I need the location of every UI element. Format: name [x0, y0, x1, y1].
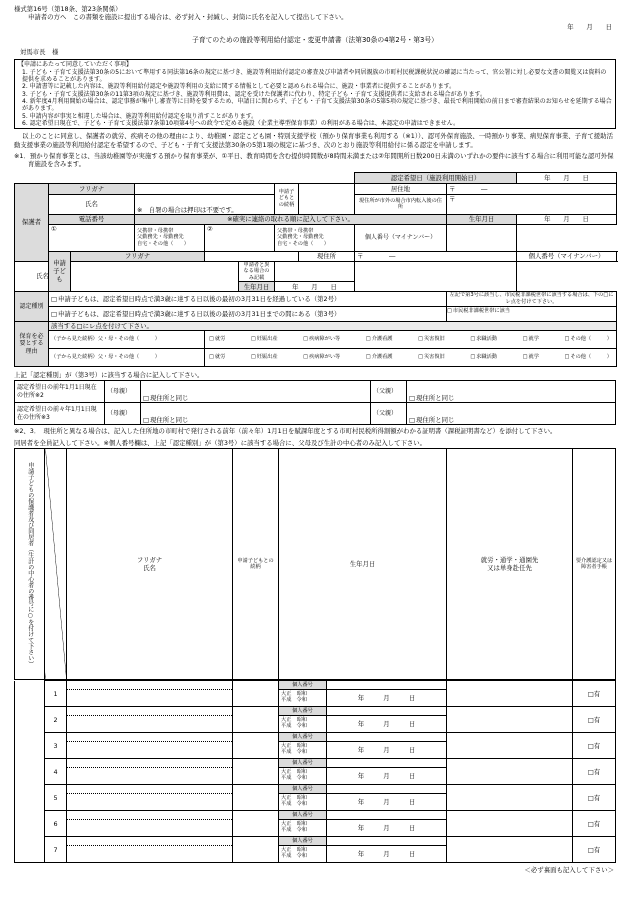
- guardian-name-field[interactable]: [135, 194, 275, 214]
- reason-saigai[interactable]: □ 災害復旧: [418, 354, 445, 361]
- row-work-field[interactable]: [447, 811, 573, 837]
- consent-item: 2. 申請書等に記載した内容は、施設等利用給付認定や施設等利用の支給に関する情報として必要と認められる場合に、施設・事業者に提供することがあります。: [22, 83, 456, 91]
- consent-item: 3. 子ども・子育て支援法第30条の11第3項の規定に基づき、施設等利用費は、認定を受けた保護者に代わり、特定子ども・子育て支援提供者に支給される場合があります。: [22, 90, 487, 98]
- row-number[interactable]: 6: [45, 811, 67, 837]
- footer-note: ＜必ず裏面も記入して下さい＞: [524, 866, 614, 875]
- reason-note: 該当する□にレ点を付けて下さい。: [49, 322, 617, 331]
- phone-note: ※確実に連絡の取れる順に記入して下さい。: [135, 214, 447, 224]
- addr-row2-label: 認定希望日の前々年1月1日現在の住所※3: [15, 403, 105, 425]
- cur-addr-note: 申請者と異なる場合のみ記載: [239, 261, 275, 282]
- addr-row2-father-field[interactable]: □ 現住所と同じ: [407, 403, 616, 425]
- row-work-field[interactable]: [447, 837, 573, 863]
- diag-cell: [45, 449, 67, 680]
- furigana-label: フリガナ: [49, 183, 135, 194]
- family-rows-table: [14, 680, 616, 863]
- intro-text: 以上のことに同意し、保護者の就労、疾病その他の理由により、幼稚園・認定こども園・特別支援学校（預かり保育事業も利用する（※1））、認可外保育施設、一時預かり事業、病児保育事業、子育て援助活動支援事業の施設等利用給付認定を希望するので、子ども・子育て支援法第30条の5第1項の規定に基づき、次のとおり施設等利用給付に係る認定を申請します。: [14, 132, 613, 149]
- row-mynumber-label: 個人番号: [279, 785, 327, 794]
- child-birth-label: 生年月日: [239, 282, 275, 292]
- row-birth-field[interactable]: 年 月 日: [327, 742, 447, 759]
- family-side-label: 申請子どもの保護者及び同居者（生計の中心者の番号に○を付けて下さい）: [15, 449, 45, 680]
- row-care-checkbox[interactable]: □有: [573, 733, 616, 759]
- row-mynumber-field[interactable]: [327, 837, 447, 846]
- cert-kind-label: 認定種別: [15, 292, 49, 322]
- cert-side-checkbox[interactable]: [447, 306, 616, 315]
- row-mynumber-label: 個人番号: [279, 681, 327, 690]
- row-era-field[interactable]: 大正 昭和 平成 令和: [279, 820, 327, 837]
- row-care-checkbox[interactable]: □有: [573, 707, 616, 733]
- guardian-birth-field[interactable]: 年 月 日: [517, 214, 617, 224]
- reason-label: 保育を必要とする理由: [15, 322, 49, 367]
- row-name-field[interactable]: [67, 846, 233, 863]
- reason-kyushoku[interactable]: □ 求職活動: [470, 354, 497, 361]
- row-number[interactable]: 4: [45, 759, 67, 785]
- date-line: 年 月 日: [567, 23, 612, 31]
- reason-rel-2[interactable]: （子から見た続柄）父・母・その他（ ）: [49, 349, 205, 367]
- row-birth-field[interactable]: 年 月 日: [327, 768, 447, 785]
- family-rows: [14, 680, 616, 863]
- row-furigana-field[interactable]: [67, 759, 233, 768]
- row-name-field[interactable]: [67, 794, 233, 811]
- main-table: [14, 172, 617, 368]
- birth-label: 生年月日: [447, 214, 517, 224]
- row-relation-field[interactable]: [233, 811, 279, 837]
- name-label: 氏名: [49, 194, 135, 214]
- instruction-text: 申請者の方へ この書類を施設に提出する場合は、必ず封入・封緘し、封筒に氏名を記入して提出して下さい。: [28, 13, 348, 21]
- side-spacer: [15, 681, 45, 863]
- row-relation-field[interactable]: [233, 837, 279, 863]
- residence-label: 居住地: [355, 183, 447, 194]
- row-care-checkbox[interactable]: □有: [573, 785, 616, 811]
- cert-side-box-text: 市民税非課税世帯に該当: [452, 308, 510, 315]
- guardian-label: 保護者: [15, 183, 49, 261]
- row-work-field[interactable]: [447, 733, 573, 759]
- hope-date-field[interactable]: 年 月 日: [517, 172, 617, 183]
- cert-side-cell: [447, 292, 617, 322]
- guardian-mynumber-field[interactable]: [447, 224, 517, 251]
- consent-item: 1. 子ども・子育て支援法第30条の5において準用する同法第16条の規定に基づき、施設等利用給付認定の審査及び申請者や同居親族の市町村民税課税状況の確認に当たって、官公署に対し必要な文書の閲覧又は資料の提供を求めることがあります。: [22, 68, 607, 84]
- cert3-option[interactable]: [49, 307, 447, 322]
- phone2-field[interactable]: ②: [205, 224, 275, 251]
- child-name-field[interactable]: [71, 261, 239, 292]
- addr-note: 上記「認定種別」が（第3号）に該当する場合に記入して下さい。: [14, 371, 204, 380]
- reason-shippei[interactable]: □ 疾病障がい等: [303, 354, 340, 361]
- consent-heading: 【申請にあたって同意していただく事項】: [18, 61, 133, 69]
- consent-item: 6. 認定希望日現在で、子ども・子育て支援法第7条第10項第4号への政令で定める施設（企業主導型保育事業）の利用がある場合は、本認定の申請はできません。: [22, 119, 460, 127]
- family-table: [14, 448, 616, 680]
- reason-kaigo[interactable]: □ 介護看護: [366, 354, 393, 361]
- relation-label: 申請子どもとの続柄: [275, 183, 299, 214]
- cur-addr-label: 現住所: [299, 251, 355, 261]
- note-1: ※1．預かり保育事業とは、当該幼稚園等が実施する預かり保育事業が、①平日、教育時間を含む提供時間数が8時間未満または②年間開所日数200日未満のいずれかの要件に該当する場合に利用可能な認可外保育施設を含みます。: [14, 151, 614, 169]
- child-furigana-label: フリガナ: [71, 251, 205, 261]
- addr-row1-mother-field[interactable]: □ 現住所と同じ: [141, 381, 371, 403]
- cert-side-note: 左記で第3号に該当し、市民税非課税世帯に該当する場合は、下の□にレ点を付けて下さい。: [449, 292, 614, 305]
- reason-kyushoku[interactable]: □ 求職活動: [470, 336, 497, 343]
- addr-row1-label: 認定希望日の前年1月1日現在の住所※2: [15, 381, 105, 403]
- guardian-furigana-field[interactable]: [135, 183, 275, 194]
- row-furigana-field[interactable]: [67, 837, 233, 846]
- reason-ninshin[interactable]: □ 妊娠出産: [251, 354, 278, 361]
- row-furigana-field[interactable]: [67, 733, 233, 742]
- outside-res-label: 現住所が市外の場合市内転入後の住所: [355, 194, 447, 214]
- phone2-kind[interactable]: 父携帯・母携帯 父勤務先・母勤務先 自宅・その他（ ）: [275, 224, 355, 251]
- row-mynumber-label: 個人番号: [279, 837, 327, 846]
- row-care-checkbox[interactable]: □有: [573, 837, 616, 863]
- child-mynumber-label: 個人番号（マイナンバー）: [517, 251, 617, 261]
- row-furigana-field[interactable]: [67, 811, 233, 820]
- relation-field[interactable]: [299, 183, 355, 214]
- reason-shuro[interactable]: □ 就労: [209, 354, 225, 361]
- row-mynumber-label: 個人番号: [279, 707, 327, 716]
- row-mynumber-field[interactable]: [327, 733, 447, 742]
- child-label: 申請子ども: [49, 251, 71, 292]
- reason-options-2: [205, 349, 617, 367]
- row-era-field[interactable]: 大正 昭和 平成 令和: [279, 742, 327, 759]
- reason-kaigo[interactable]: □ 介護看護: [366, 336, 393, 343]
- addr-row2-mother-field[interactable]: □ 現住所と同じ: [141, 403, 371, 425]
- reason-options-1: [205, 331, 617, 349]
- row-care-checkbox[interactable]: □有: [573, 681, 616, 707]
- row-furigana-field[interactable]: [67, 785, 233, 794]
- row-era-field[interactable]: 大正 昭和 平成 令和: [279, 768, 327, 785]
- col-care: 要介護認定又は障害者手帳: [573, 449, 616, 680]
- family-note: 同居者を全員記入して下さい。※個人番号欄は、上記「認定種別」が（第3号）に該当する場合に、父母及び生計の中心者のみ記入して下さい。: [14, 439, 427, 448]
- consent-box: [14, 59, 616, 129]
- phone-label: 電話番号: [49, 214, 135, 224]
- cur-addr-extra[interactable]: [275, 261, 355, 282]
- form-title: 子育てのための施設等利用給付認定・変更申請書（法第30条の4第2号・第3号）: [192, 36, 438, 44]
- row-birth-field[interactable]: 年 月 日: [327, 820, 447, 837]
- row-mynumber-label: 個人番号: [279, 759, 327, 768]
- cert2-text: 申請子どもは、認定希望日時点で満3歳に達する日以後の最初の3月31日を経過している（第2号）: [58, 295, 341, 304]
- reason-other[interactable]: □ その他（ ）: [564, 354, 611, 361]
- reason-other[interactable]: □ その他（ ）: [564, 336, 611, 343]
- row-number[interactable]: 7: [45, 837, 67, 863]
- row-work-field[interactable]: [447, 785, 573, 811]
- col-rel: 申請子どもとの続柄: [233, 449, 279, 680]
- reason-ninshin[interactable]: □ 妊娠出産: [251, 336, 278, 343]
- row-name-field[interactable]: [67, 768, 233, 785]
- note-2: ※2、3． 現住所と異なる場合は、記入した住所地の市町村で発行される前年（前々年）1月1日を賦課年度とする市町村民税所得割額がわかる証明書（課税証明書など）を添付して下さい。: [14, 427, 557, 436]
- row-number[interactable]: 3: [45, 733, 67, 759]
- row-name-field[interactable]: [67, 690, 233, 707]
- row-care-checkbox[interactable]: □有: [573, 759, 616, 785]
- row-era-field[interactable]: 大正 昭和 平成 令和: [279, 716, 327, 733]
- mother-label: （母親）: [105, 403, 141, 425]
- row-birth-field[interactable]: 年 月 日: [327, 794, 447, 811]
- row-relation-field[interactable]: [233, 733, 279, 759]
- cert3-text: 申請子どもは、認定希望日時点で満3歳に達する日以後の最初の3月31日までの間にある（第3号）: [58, 310, 341, 319]
- row-era-field[interactable]: 大正 昭和 平成 令和: [279, 794, 327, 811]
- reason-shippei[interactable]: □ 疾病障がい等: [303, 336, 340, 343]
- row-mynumber-field[interactable]: [327, 785, 447, 794]
- consent-item: 5. 申請内容が事実と相違した場合は、施設等利用給付認定を取り消すことがあります。: [22, 112, 258, 120]
- mother-label: （母親）: [105, 381, 141, 403]
- seal-note: ※ 自署の場合は押印は不要です。: [137, 205, 238, 214]
- row-name-field[interactable]: [67, 716, 233, 733]
- row-number[interactable]: 5: [45, 785, 67, 811]
- row-number[interactable]: 2: [45, 707, 67, 733]
- father-label: （父親）: [371, 403, 407, 425]
- reason-shugaku[interactable]: □ 就学: [523, 336, 539, 343]
- addr-row1-father-field[interactable]: □ 現住所と同じ: [407, 381, 616, 403]
- row-mynumber-field[interactable]: [327, 681, 447, 690]
- mynumber-label: 個人番号（マイナンバー）: [355, 224, 447, 251]
- row-care-checkbox[interactable]: □有: [573, 811, 616, 837]
- phone1-kind[interactable]: 父携帯・母携帯 父勤務先・母勤務先 自宅・その他（ ）: [135, 224, 205, 251]
- row-era-field[interactable]: 大正 昭和 平成 令和: [279, 846, 327, 863]
- row-work-field[interactable]: [447, 707, 573, 733]
- phone1-field[interactable]: ①: [49, 224, 135, 251]
- col-name: フリガナ 氏名: [67, 449, 233, 680]
- row-name-field[interactable]: [67, 820, 233, 837]
- reason-shuro[interactable]: □ 就労: [209, 336, 225, 343]
- row-era-field[interactable]: 大正 昭和 平成 令和: [279, 690, 327, 707]
- row-work-field[interactable]: [447, 759, 573, 785]
- row-relation-field[interactable]: [233, 759, 279, 785]
- address-table: [14, 380, 616, 425]
- hope-date-label: 認定希望日（施設利用開始日）: [355, 172, 517, 183]
- addressee: 対馬市長 様: [20, 48, 59, 57]
- outside-res-field[interactable]: 〒: [447, 194, 617, 214]
- row-mynumber-field[interactable]: [327, 811, 447, 820]
- cert2-option[interactable]: [49, 292, 447, 307]
- row-furigana-field[interactable]: [67, 681, 233, 690]
- row-mynumber-field[interactable]: [327, 707, 447, 716]
- col-birth: 生年月日: [279, 449, 447, 680]
- col-work: 就労・通学・通園先 又は単身赴任先: [447, 449, 573, 680]
- father-label: （父親）: [371, 381, 407, 403]
- reason-saigai[interactable]: □ 災害復旧: [418, 336, 445, 343]
- reason-shugaku[interactable]: □ 就学: [523, 354, 539, 361]
- row-number[interactable]: 1: [45, 681, 67, 707]
- child-mynumber-field[interactable]: [355, 261, 517, 292]
- row-mynumber-label: 個人番号: [279, 811, 327, 820]
- row-name-field[interactable]: [67, 742, 233, 759]
- row-work-field[interactable]: [447, 681, 573, 707]
- child-furigana-field[interactable]: [205, 251, 299, 261]
- row-furigana-field[interactable]: [67, 707, 233, 716]
- cur-addr-field[interactable]: 〒 ―: [355, 251, 517, 261]
- row-relation-field[interactable]: [233, 785, 279, 811]
- residence-field[interactable]: 〒 ―: [447, 183, 617, 194]
- row-mynumber-field[interactable]: [327, 759, 447, 768]
- row-mynumber-label: 個人番号: [279, 733, 327, 742]
- row-birth-field[interactable]: 年 月 日: [327, 846, 447, 863]
- row-relation-field[interactable]: [233, 707, 279, 733]
- child-name-label: 氏名: [15, 261, 71, 292]
- row-birth-field[interactable]: 年 月 日: [327, 716, 447, 733]
- reason-rel-1[interactable]: （子から見た続柄）父・母・その他（ ）: [49, 331, 205, 349]
- child-birth-field[interactable]: 年 月 日: [275, 282, 355, 292]
- consent-item: 4. 新年度4月利用開始の場合は、認定事務が集中し審査等に日時を要するため、申請日に関わらず、子ども・子育て支援法第30条の5第5項の規定に基づき、最長で利用開始の前日まで審査結果のお知らせを延期する場合があります。: [22, 98, 612, 113]
- row-relation-field[interactable]: [233, 681, 279, 707]
- row-birth-field[interactable]: 年 月 日: [327, 690, 447, 707]
- form-number: 様式第16号（第18条、第23条関係）: [14, 5, 122, 13]
